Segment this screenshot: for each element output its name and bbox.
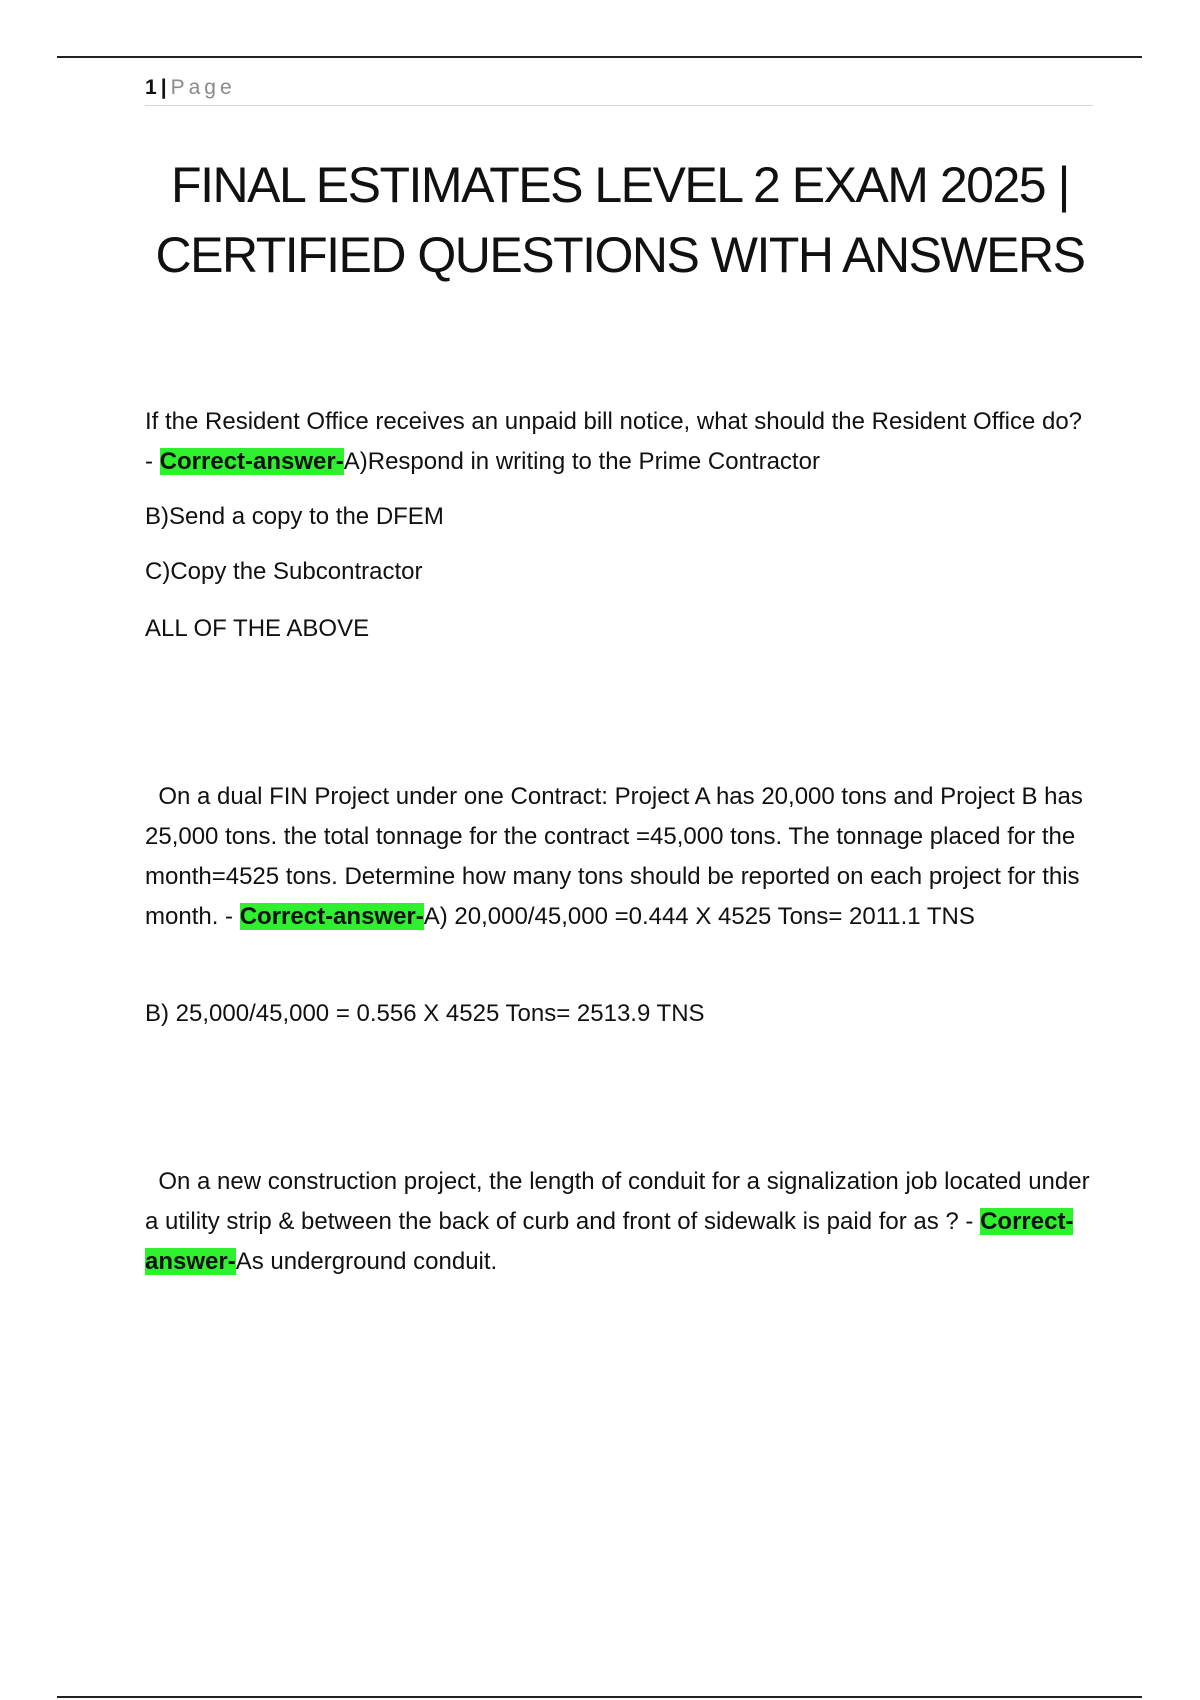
title-line-2: CERTIFIED QUESTIONS WITH ANSWERS xyxy=(155,227,1085,283)
question-3 xyxy=(145,1162,1090,1282)
question-1-answer: A)Respond in writing to the Prime Contractor xyxy=(343,448,820,475)
correct-answer-label: Correct-answer- xyxy=(159,448,344,475)
question-2 xyxy=(145,777,1090,937)
question-3-text: On a new construction project, the length of conduit for a signalization job located under a utility strip & between the back of curb and front of sidewalk is paid for as ? - xyxy=(145,1168,1090,1235)
question-1-option-all: ALL OF THE ABOVE xyxy=(145,615,370,642)
top-rule xyxy=(57,56,1142,58)
question-1-text: If the Resident Office receives an unpaid bill notice, what should the Resident Office do? - xyxy=(145,408,1083,475)
question-1-option-c: C)Copy the Subcontractor xyxy=(145,558,423,585)
question-2-text: On a dual FIN Project under one Contract: Project A has 20,000 tons and Project B has 25,000 tons. the total tonnage for the contract =45,000 tons. The tonnage placed for the month=4525 tons. Determine how many tons should be reported on each project for this month. - xyxy=(145,783,1083,930)
question-2-answer: A) 20,000/45,000 =0.444 X 4525 Tons= 2011.1 TNS xyxy=(423,903,975,930)
correct-answer-label: Correct-answer- xyxy=(145,1208,1074,1275)
correct-answer-label: Correct-answer- xyxy=(239,903,424,930)
title-line-1: FINAL ESTIMATES LEVEL 2 EXAM 2025 | xyxy=(171,157,1069,213)
page-header xyxy=(145,75,1093,106)
page-number: 1 xyxy=(145,76,157,99)
question-1 xyxy=(145,402,1090,482)
page-word: Page xyxy=(170,76,236,99)
bottom-rule xyxy=(57,1696,1142,1698)
question-1-option-b: B)Send a copy to the DFEM xyxy=(145,503,444,530)
question-2-option-b: B) 25,000/45,000 = 0.556 X 4525 Tons= 2513.9 TNS xyxy=(145,1000,705,1027)
document-title xyxy=(140,150,1100,290)
question-3-answer: As underground conduit. xyxy=(235,1248,498,1275)
page-separator: | xyxy=(160,76,167,99)
